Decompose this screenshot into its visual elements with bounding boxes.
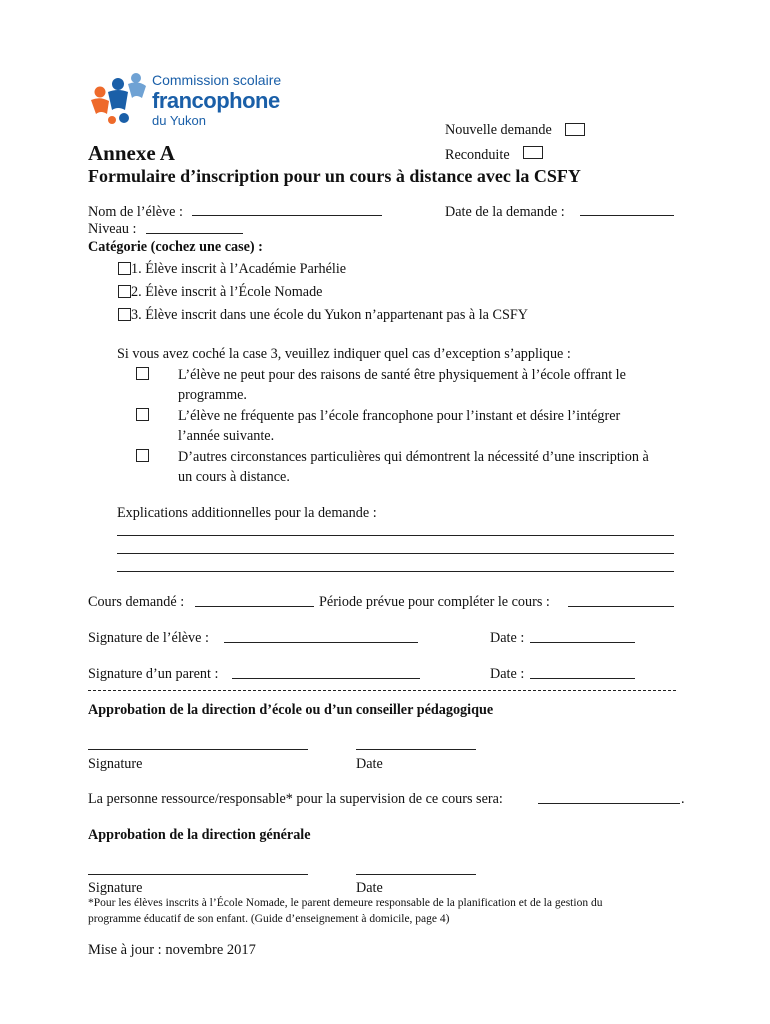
responsable-period: . xyxy=(681,791,685,807)
date-parent-field[interactable] xyxy=(530,678,635,679)
explications-label: Explications additionnelles pour la demande : xyxy=(117,505,377,521)
responsable-field[interactable] xyxy=(538,803,680,804)
categorie-2-checkbox[interactable] xyxy=(118,285,131,298)
categorie-3-label: 3. Élève inscrit dans une école du Yukon n’appartenant pas à la CSFY xyxy=(131,307,529,323)
footnote-line-1: *Pour les élèves inscrits à l’École Nomade, le parent demeure responsable de la planification et de la gestion du xyxy=(88,897,603,909)
approbation-ecole-title: Approbation de la direction d’école ou d’un conseiller pédagogique xyxy=(88,702,494,718)
niveau-field[interactable] xyxy=(146,233,243,234)
logo-figures-icon xyxy=(88,70,150,130)
niveau-label: Niveau : xyxy=(88,221,137,237)
approbation-generale-signature-field[interactable] xyxy=(88,874,308,875)
nom-eleve-label: Nom de l’élève : xyxy=(88,204,183,220)
approbation-generale-date-label: Date xyxy=(356,880,383,896)
explications-line-1[interactable] xyxy=(117,535,674,536)
date-eleve-field[interactable] xyxy=(530,642,635,643)
exception-2-checkbox[interactable] xyxy=(136,408,149,421)
dashed-separator xyxy=(88,690,676,691)
categorie-3-checkbox[interactable] xyxy=(118,308,131,321)
periode-field[interactable] xyxy=(568,606,674,607)
exception-3-line-1: D’autres circonstances particulières qui démontrent la nécessité d’une inscription à xyxy=(178,449,649,465)
footnote-line-2: programme éducatif de son enfant. (Guide d’enseignement à domicile, page 4) xyxy=(88,913,450,925)
exception-2-line-2: l’année suivante. xyxy=(178,428,275,444)
reconduite-label: Reconduite xyxy=(445,147,510,163)
annexe-title: Annexe A xyxy=(88,141,175,165)
explications-line-2[interactable] xyxy=(117,553,674,554)
logo-line-3: du Yukon xyxy=(152,113,206,128)
approbation-generale-date-field[interactable] xyxy=(356,874,476,875)
mise-a-jour: Mise à jour : novembre 2017 xyxy=(88,942,256,958)
exception-3-checkbox[interactable] xyxy=(136,449,149,462)
categorie-label: Catégorie (cochez une case) : xyxy=(88,239,263,255)
approbation-ecole-signature-label: Signature xyxy=(88,756,143,772)
exception-3-line-2: un cours à distance. xyxy=(178,469,290,485)
cours-demande-label: Cours demandé : xyxy=(88,594,185,610)
nouvelle-demande-label: Nouvelle demande xyxy=(445,122,552,138)
approbation-ecole-date-label: Date xyxy=(356,756,383,772)
periode-label: Période prévue pour compléter le cours : xyxy=(319,594,550,610)
exception-2-line-1: L’élève ne fréquente pas l’école francophone pour l’instant et désire l’intégrer xyxy=(178,408,621,424)
exception-1-checkbox[interactable] xyxy=(136,367,149,380)
nouvelle-demande-checkbox[interactable] xyxy=(565,123,585,136)
exception-1-line-1: L’élève ne peut pour des raisons de santé être physiquement à l’école offrant le xyxy=(178,367,626,383)
categorie-2-label: 2. Élève inscrit à l’École Nomade xyxy=(131,284,323,300)
date-demande-field[interactable] xyxy=(580,215,674,216)
date-eleve-label: Date : xyxy=(490,630,525,646)
signature-parent-field[interactable] xyxy=(232,678,420,679)
csfy-logo xyxy=(88,70,288,130)
categorie-1-label: 1. Élève inscrit à l’Académie Parhélie xyxy=(131,261,347,277)
date-demande-label: Date de la demande : xyxy=(445,204,565,220)
nom-eleve-field[interactable] xyxy=(192,215,382,216)
signature-parent-label: Signature d’un parent : xyxy=(88,666,219,682)
logo-line-2: francophone xyxy=(152,88,280,113)
responsable-label: La personne ressource/responsable* pour la supervision de ce cours sera: xyxy=(88,791,503,807)
categorie-1-checkbox[interactable] xyxy=(118,262,131,275)
approbation-generale-title: Approbation de la direction générale xyxy=(88,827,311,843)
exception-1-line-2: programme. xyxy=(178,387,247,403)
approbation-ecole-signature-field[interactable] xyxy=(88,749,308,750)
signature-eleve-field[interactable] xyxy=(224,642,418,643)
approbation-ecole-date-field[interactable] xyxy=(356,749,476,750)
approbation-generale-signature-label: Signature xyxy=(88,880,143,896)
page-title: Formulaire d’inscription pour un cours à distance avec la CSFY xyxy=(88,166,581,186)
date-parent-label: Date : xyxy=(490,666,525,682)
logo-line-1: Commission scolaire xyxy=(152,72,282,88)
exception-intro: Si vous avez coché la case 3, veuillez indiquer quel cas d’exception s’applique : xyxy=(117,346,571,362)
reconduite-checkbox[interactable] xyxy=(523,146,543,159)
cours-demande-field[interactable] xyxy=(195,606,314,607)
explications-line-3[interactable] xyxy=(117,571,674,572)
signature-eleve-label: Signature de l’élève : xyxy=(88,630,209,646)
